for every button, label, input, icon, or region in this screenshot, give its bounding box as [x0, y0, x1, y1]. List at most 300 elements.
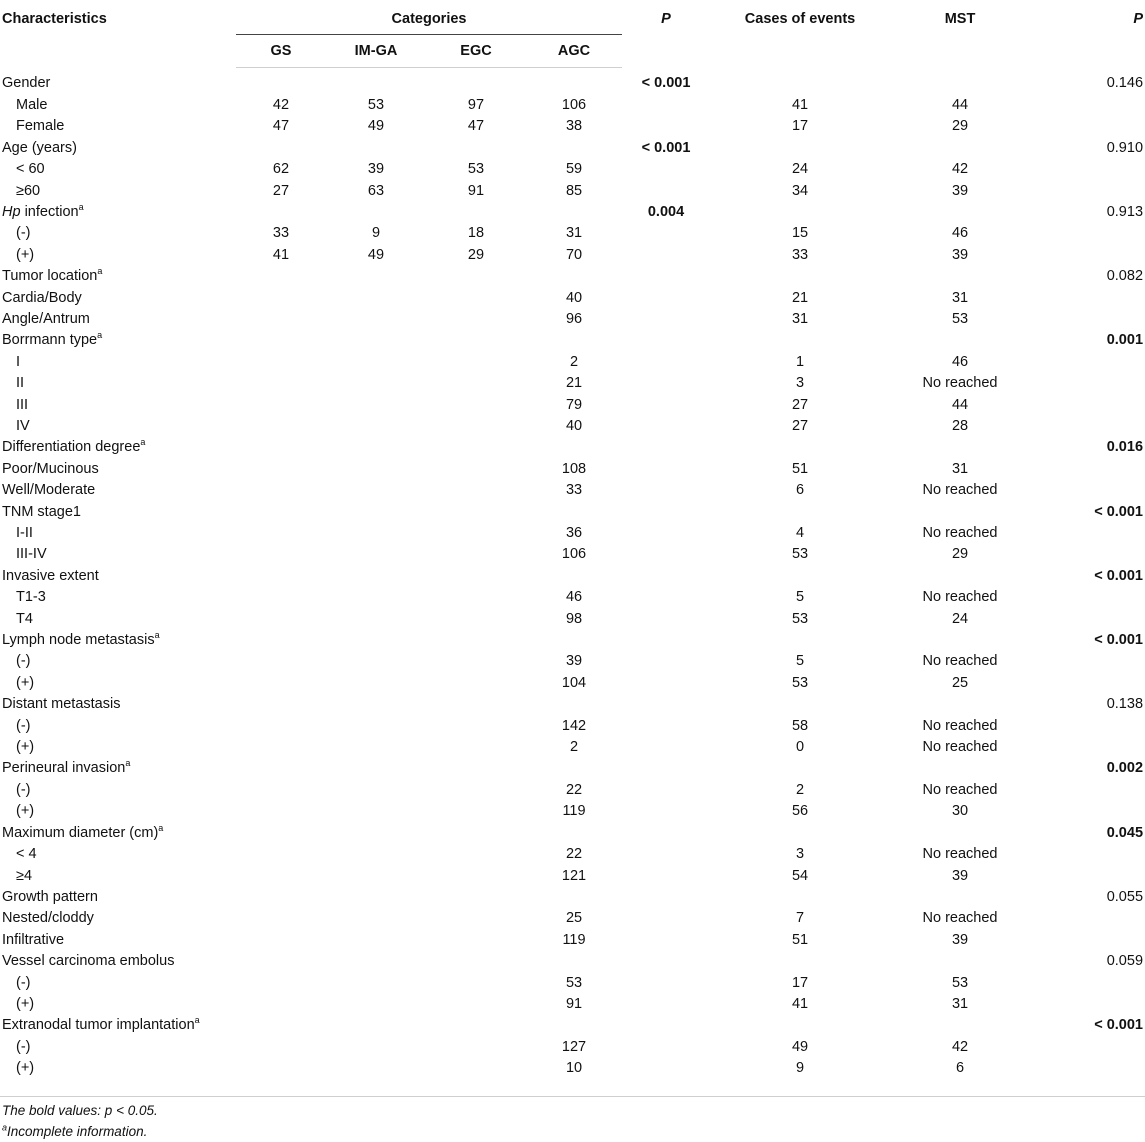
cell-p1: [622, 566, 710, 587]
header-cases: Cases of events: [744, 11, 856, 27]
cell-agc: [526, 566, 622, 587]
cell-gs: [236, 266, 326, 287]
cell-imga: 9: [371, 225, 381, 242]
table-row: [0, 823, 1145, 844]
cell-p1: [622, 973, 710, 994]
cell-agc: 106: [561, 546, 587, 563]
cell-imga: [326, 973, 426, 994]
cell-imga: [326, 630, 426, 651]
row-label-sup: a: [78, 202, 84, 213]
table-row: [0, 651, 1145, 672]
cell-agc: [526, 437, 622, 458]
cell-cases: [710, 630, 890, 651]
cell-p1: [622, 758, 710, 779]
row-label-text: ≥60: [16, 182, 41, 199]
cell-egc: [426, 866, 526, 887]
cell-egc: [426, 673, 526, 694]
cell-gs: [236, 502, 326, 523]
cell-cases: 56: [791, 803, 809, 820]
cell-imga: [326, 1058, 426, 1079]
table-row: [0, 1037, 1145, 1058]
row-label-sup: a: [158, 822, 164, 833]
cell-p1: [622, 630, 710, 651]
cell-gs: [236, 780, 326, 801]
cell-egc: [426, 1058, 526, 1079]
cell-cases: 41: [791, 96, 809, 113]
row-label: [0, 437, 236, 458]
table-row: [0, 116, 1145, 137]
cell-mst: 31: [951, 289, 969, 306]
cell-gs: [236, 994, 326, 1015]
cell-agc: 70: [565, 246, 583, 263]
cell-agc: [526, 266, 622, 287]
cell-p2: [1030, 930, 1145, 951]
cell-p1: [622, 266, 710, 287]
footnote-sup: a: [2, 1122, 8, 1133]
cell-mst: [890, 630, 1030, 651]
cell-egc: [426, 1015, 526, 1036]
row-label: [0, 737, 236, 758]
row-label: [0, 758, 236, 779]
row-label-sup: a: [194, 1015, 200, 1026]
header-egc: EGC: [426, 34, 526, 67]
cell-gs: [236, 459, 326, 480]
cell-agc: [526, 694, 622, 715]
cell-p1: [622, 95, 710, 116]
cell-agc: 40: [565, 417, 583, 434]
cell-gs: [236, 1015, 326, 1036]
cell-p2: 0.146: [1106, 75, 1144, 92]
cell-imga: 63: [367, 182, 385, 199]
row-label: [0, 823, 236, 844]
row-label: [0, 395, 236, 416]
cell-mst: [890, 887, 1030, 908]
row-label: [0, 416, 236, 437]
table-row: [0, 352, 1145, 373]
cell-p2: [1030, 223, 1145, 244]
table-row: [0, 523, 1145, 544]
table-row: [0, 673, 1145, 694]
cell-egc: [426, 502, 526, 523]
cell-cases: 21: [791, 289, 809, 306]
cell-p2: 0.016: [1106, 439, 1144, 456]
cell-imga: [326, 651, 426, 672]
cell-egc: [426, 908, 526, 929]
cell-gs: [236, 309, 326, 330]
cell-cases: 3: [795, 846, 805, 863]
cell-gs: [236, 352, 326, 373]
cell-p2: [1030, 908, 1145, 929]
cell-gs: [236, 951, 326, 972]
cell-p2: [1030, 95, 1145, 116]
row-label-text: Male: [16, 96, 48, 113]
cell-agc: [526, 138, 622, 159]
row-label-text: ≥4: [16, 867, 33, 884]
cell-gs: [236, 373, 326, 394]
cell-agc: 79: [565, 396, 583, 413]
row-label: [0, 866, 236, 887]
cell-p1: [622, 823, 710, 844]
cell-egc: [426, 566, 526, 587]
cell-agc: [526, 202, 622, 223]
cell-imga: [326, 994, 426, 1015]
cell-cases: [710, 202, 890, 223]
cell-egc: [426, 309, 526, 330]
cell-agc: 2: [569, 739, 579, 756]
cell-mst: [890, 266, 1030, 287]
cell-egc: [426, 973, 526, 994]
table-row: [0, 866, 1145, 887]
cell-agc: 21: [565, 375, 583, 392]
cell-gs: [236, 609, 326, 630]
cell-p1: [622, 801, 710, 822]
cell-mst: No reached: [922, 375, 998, 392]
cell-egc: [426, 352, 526, 373]
cell-gs: [236, 480, 326, 501]
cell-mst: No reached: [922, 846, 998, 863]
cell-p2: [1030, 116, 1145, 137]
table-row: [0, 330, 1145, 351]
table-row: [0, 437, 1145, 458]
cell-cases: [710, 694, 890, 715]
row-label: [0, 994, 236, 1015]
cell-p2: [1030, 309, 1145, 330]
row-label-text: (+): [16, 1060, 35, 1077]
cell-mst: 46: [951, 353, 969, 370]
cell-gs: [236, 651, 326, 672]
cell-agc: 96: [565, 310, 583, 327]
cell-cases: 49: [791, 1038, 809, 1055]
cell-egc: 29: [467, 246, 485, 263]
cell-egc: [426, 823, 526, 844]
cell-cases: 53: [791, 674, 809, 691]
cell-p2: 0.002: [1106, 760, 1144, 777]
cell-cases: 7: [795, 910, 805, 927]
cell-gs: [236, 202, 326, 223]
cell-p2: [1030, 544, 1145, 565]
table-row: [0, 223, 1145, 244]
cell-egc: [426, 651, 526, 672]
cell-mst: 42: [951, 1038, 969, 1055]
cell-imga: [326, 138, 426, 159]
cell-cases: [710, 437, 890, 458]
row-label-text: (-): [16, 781, 31, 798]
cell-mst: 6: [955, 1060, 965, 1077]
cell-egc: [426, 1037, 526, 1058]
cell-mst: No reached: [922, 482, 998, 499]
cell-cases: [710, 566, 890, 587]
cell-cases: [710, 330, 890, 351]
row-label-text: Invasive extent: [2, 567, 99, 584]
cell-p2: [1030, 609, 1145, 630]
row-label-text: (+): [16, 246, 35, 263]
cell-gs: [236, 673, 326, 694]
row-label-text: TNM stage1: [2, 503, 81, 520]
cell-p1: [622, 887, 710, 908]
table-row: [0, 67, 1145, 95]
table-row: [0, 544, 1145, 565]
cell-egc: [426, 523, 526, 544]
cell-p1: [622, 416, 710, 437]
row-label-text: Angle/Antrum: [2, 310, 90, 327]
cell-egc: [426, 202, 526, 223]
table-row: [0, 181, 1145, 202]
cell-gs: [236, 844, 326, 865]
cell-p1: 0.004: [647, 203, 685, 220]
cell-agc: 39: [565, 653, 583, 670]
cell-p2: 0.138: [1106, 696, 1144, 713]
row-label-italic: Hp: [2, 203, 21, 220]
cell-cases: [710, 502, 890, 523]
cell-p1: [622, 330, 710, 351]
cell-gs: [236, 694, 326, 715]
row-label-text: III: [16, 396, 29, 413]
cell-p2: [1030, 245, 1145, 266]
table-row: [0, 780, 1145, 801]
cell-p1: [622, 288, 710, 309]
cell-p1: [622, 502, 710, 523]
cell-mst: 39: [951, 931, 969, 948]
row-label: [0, 288, 236, 309]
cell-p2: [1030, 352, 1145, 373]
cell-egc: [426, 780, 526, 801]
row-label: [0, 630, 236, 651]
cell-p2: [1030, 994, 1145, 1015]
cell-egc: [426, 416, 526, 437]
table-row: [0, 245, 1145, 266]
cell-agc: [526, 823, 622, 844]
cell-mst: 53: [951, 310, 969, 327]
cell-mst: No reached: [922, 717, 998, 734]
cell-cases: 0: [795, 739, 805, 756]
table-row: [0, 202, 1145, 223]
cell-mst: [890, 823, 1030, 844]
header-imga: IM-GA: [326, 34, 426, 67]
cell-gs: [236, 758, 326, 779]
cell-gs: [236, 866, 326, 887]
row-label-text: Age (years): [2, 139, 77, 156]
row-label-text: Differentiation degree: [2, 439, 141, 456]
row-label: [0, 202, 236, 223]
cell-imga: [326, 288, 426, 309]
cell-gs: [236, 437, 326, 458]
cell-imga: [326, 737, 426, 758]
row-label: [0, 544, 236, 565]
cell-p1: [622, 866, 710, 887]
cell-p1: [622, 716, 710, 737]
cell-imga: [326, 459, 426, 480]
cell-egc: [426, 609, 526, 630]
cell-p2: [1030, 181, 1145, 202]
row-label: [0, 95, 236, 116]
cell-p1: [622, 352, 710, 373]
row-label: [0, 694, 236, 715]
header-agc: AGC: [526, 34, 622, 67]
cell-cases: [710, 951, 890, 972]
row-label: [0, 566, 236, 587]
row-label: [0, 181, 236, 202]
row-label: [0, 138, 236, 159]
cell-gs: [236, 973, 326, 994]
cell-agc: 98: [565, 610, 583, 627]
table-row: [0, 887, 1145, 908]
cell-agc: [526, 887, 622, 908]
cell-imga: [326, 544, 426, 565]
row-label: [0, 587, 236, 608]
cell-p1: [622, 159, 710, 180]
cell-mst: 39: [951, 182, 969, 199]
cell-mst: 28: [951, 417, 969, 434]
table-row: [0, 930, 1145, 951]
row-label-text: Poor/Mucinous: [2, 460, 99, 477]
cell-p1: [622, 737, 710, 758]
cell-mst: No reached: [922, 525, 998, 542]
cell-egc: [426, 930, 526, 951]
cell-cases: 1: [795, 353, 805, 370]
table-row: [0, 951, 1145, 972]
cell-p2: [1030, 673, 1145, 694]
cell-imga: [326, 844, 426, 865]
cell-gs: [236, 1037, 326, 1058]
cell-gs: [236, 416, 326, 437]
cell-egc: [426, 694, 526, 715]
table-row: [0, 908, 1145, 929]
cell-p1: [622, 459, 710, 480]
row-label: [0, 352, 236, 373]
cell-cases: 24: [791, 161, 809, 178]
cell-cases: [710, 138, 890, 159]
cell-cases: 17: [791, 118, 809, 135]
cell-egc: 53: [467, 161, 485, 178]
cell-egc: [426, 951, 526, 972]
cell-mst: [890, 330, 1030, 351]
cell-p1: [622, 245, 710, 266]
table-row: [0, 737, 1145, 758]
cell-p2: [1030, 459, 1145, 480]
row-label: [0, 459, 236, 480]
cell-p1: [622, 544, 710, 565]
row-label-text: Perineural invasion: [2, 760, 126, 777]
cell-cases: 51: [791, 931, 809, 948]
cell-mst: [890, 502, 1030, 523]
cell-p1: [622, 437, 710, 458]
cell-imga: [326, 609, 426, 630]
table-row: [0, 994, 1145, 1015]
cell-gs: [236, 523, 326, 544]
cell-mst: 44: [951, 396, 969, 413]
cell-p2: [1030, 395, 1145, 416]
cell-mst: 25: [951, 674, 969, 691]
cell-agc: 142: [561, 717, 587, 734]
cell-imga: 53: [367, 96, 385, 113]
cell-cases: 6: [795, 482, 805, 499]
header-categories: Categories: [236, 0, 622, 34]
row-label-sup: a: [154, 630, 160, 641]
row-label: [0, 245, 236, 266]
table-row: [0, 266, 1145, 287]
cell-egc: [426, 630, 526, 651]
table-row: [0, 1015, 1145, 1036]
cell-imga: [326, 951, 426, 972]
row-label: [0, 801, 236, 822]
cell-cases: 2: [795, 781, 805, 798]
cell-imga: 49: [367, 118, 385, 135]
row-label-sup: a: [97, 266, 103, 277]
cell-agc: 22: [565, 846, 583, 863]
cell-p1: [622, 1058, 710, 1079]
cell-p1: [622, 587, 710, 608]
cell-agc: 91: [565, 995, 583, 1012]
row-label: [0, 502, 236, 523]
header-characteristics: Characteristics: [2, 11, 107, 27]
cell-egc: [426, 67, 526, 95]
cell-p2: [1030, 288, 1145, 309]
cell-agc: 33: [565, 482, 583, 499]
cell-mst: 44: [951, 96, 969, 113]
cell-imga: [326, 416, 426, 437]
cell-p1: [622, 181, 710, 202]
cell-mst: [890, 437, 1030, 458]
cell-p2: 0.001: [1106, 332, 1144, 349]
footnote-incomplete: [0, 1121, 1145, 1142]
cell-cases: 5: [795, 653, 805, 670]
table-row: [0, 373, 1145, 394]
cell-gs: [236, 716, 326, 737]
row-label-text: III-IV: [16, 546, 47, 563]
cell-imga: [326, 908, 426, 929]
cell-mst: [890, 138, 1030, 159]
cell-cases: [710, 823, 890, 844]
cell-p2: 0.913: [1106, 203, 1144, 220]
cell-gs: [236, 801, 326, 822]
cell-agc: 104: [561, 674, 587, 691]
cell-egc: [426, 758, 526, 779]
cell-gs: [236, 887, 326, 908]
row-label: [0, 609, 236, 630]
cell-agc: 121: [561, 867, 587, 884]
cell-gs: 42: [272, 96, 290, 113]
row-label-text: II: [16, 375, 25, 392]
cell-p1: [622, 223, 710, 244]
cell-agc: 53: [565, 974, 583, 991]
row-label: [0, 523, 236, 544]
cell-gs: [236, 138, 326, 159]
cell-gs: [236, 737, 326, 758]
cell-p2: [1030, 159, 1145, 180]
cell-imga: [326, 566, 426, 587]
cell-p2: [1030, 651, 1145, 672]
row-label: [0, 480, 236, 501]
cell-egc: [426, 887, 526, 908]
row-label: [0, 116, 236, 137]
cell-imga: 39: [367, 161, 385, 178]
table-row: [0, 801, 1145, 822]
cell-cases: 17: [791, 974, 809, 991]
cell-imga: [326, 502, 426, 523]
cell-agc: [526, 502, 622, 523]
cell-cases: 58: [791, 717, 809, 734]
cell-p2: [1030, 373, 1145, 394]
cell-imga: [326, 866, 426, 887]
cell-p1: < 0.001: [641, 75, 691, 92]
cell-agc: 46: [565, 589, 583, 606]
cell-p2: 0.055: [1106, 888, 1144, 905]
table-footnotes: [0, 1096, 1145, 1142]
cell-agc: 31: [565, 225, 583, 242]
table-row: [0, 480, 1145, 501]
cell-imga: [326, 930, 426, 951]
row-label-text: Growth pattern: [2, 888, 98, 905]
